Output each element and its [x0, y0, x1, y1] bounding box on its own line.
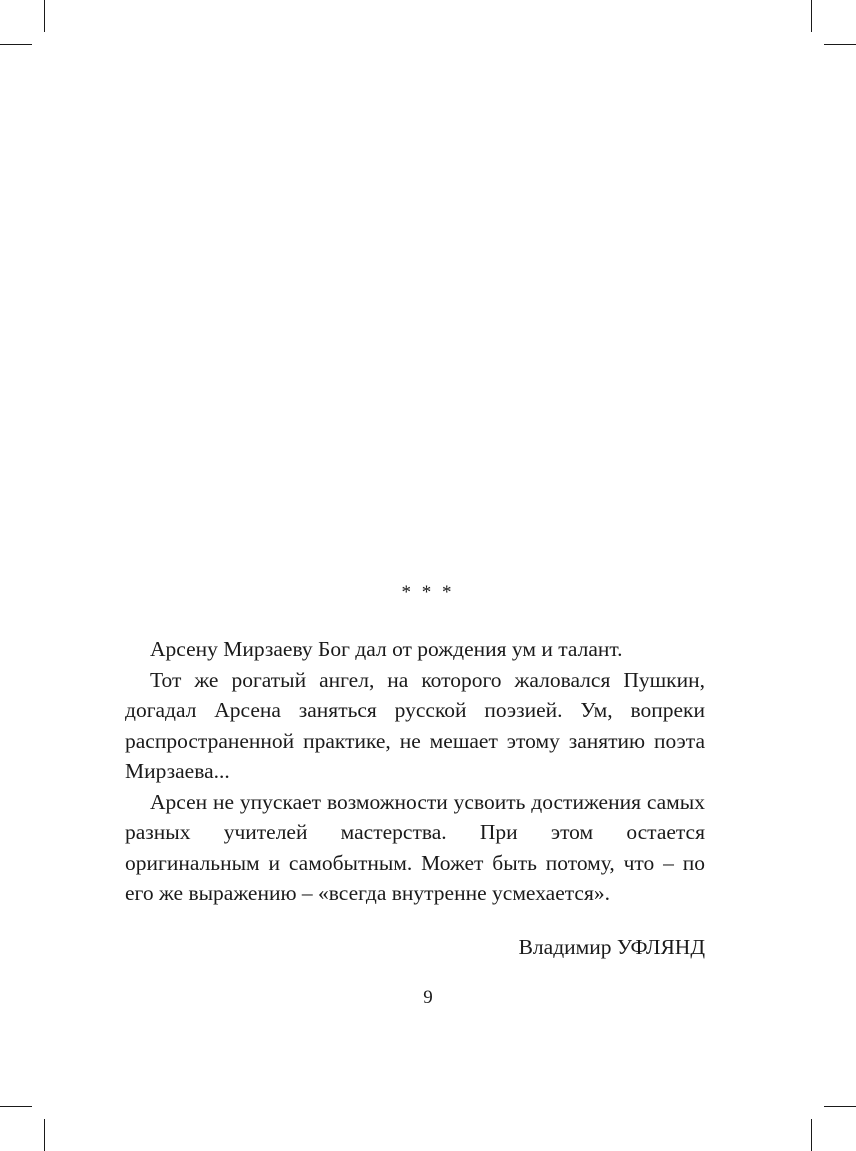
crop-mark-top-right-horizontal	[824, 44, 856, 45]
paragraph-3: Арсен не упускает возможности усвоить достижения самых разных учителей мастерства. При этом остается оригинальным и самобытным. Может быть потому, что – по его же выражению – «всегда внутренне усмехается».	[125, 789, 705, 905]
paragraph-1: Арсену Мирзаеву Бог дал от рождения ум и талант.	[150, 637, 623, 661]
author-signature	[519, 932, 705, 962]
crop-mark-top-left-vertical	[44, 0, 45, 32]
section-separator: * * *	[401, 582, 455, 603]
author-last-name: УФЛЯНД	[616, 935, 705, 959]
paragraph-2: Тот же рогатый ангел, на которого жаловался Пушкин, догадал Арсена заняться русской поэзией. Ум, вопреки распространенной практике, не мешает этому занятию поэта Мирзаева...	[125, 667, 705, 783]
crop-mark-bottom-right-horizontal	[824, 1106, 856, 1107]
author-first-name: Владимир	[518, 935, 612, 959]
crop-mark-top-right-vertical	[811, 0, 812, 32]
crop-mark-top-left-horizontal	[0, 44, 32, 45]
page-number: 9	[423, 987, 433, 1008]
body-text	[125, 634, 705, 909]
crop-mark-bottom-right-vertical	[811, 1119, 812, 1151]
crop-mark-bottom-left-horizontal	[0, 1106, 32, 1107]
crop-mark-bottom-left-vertical	[44, 1119, 45, 1151]
